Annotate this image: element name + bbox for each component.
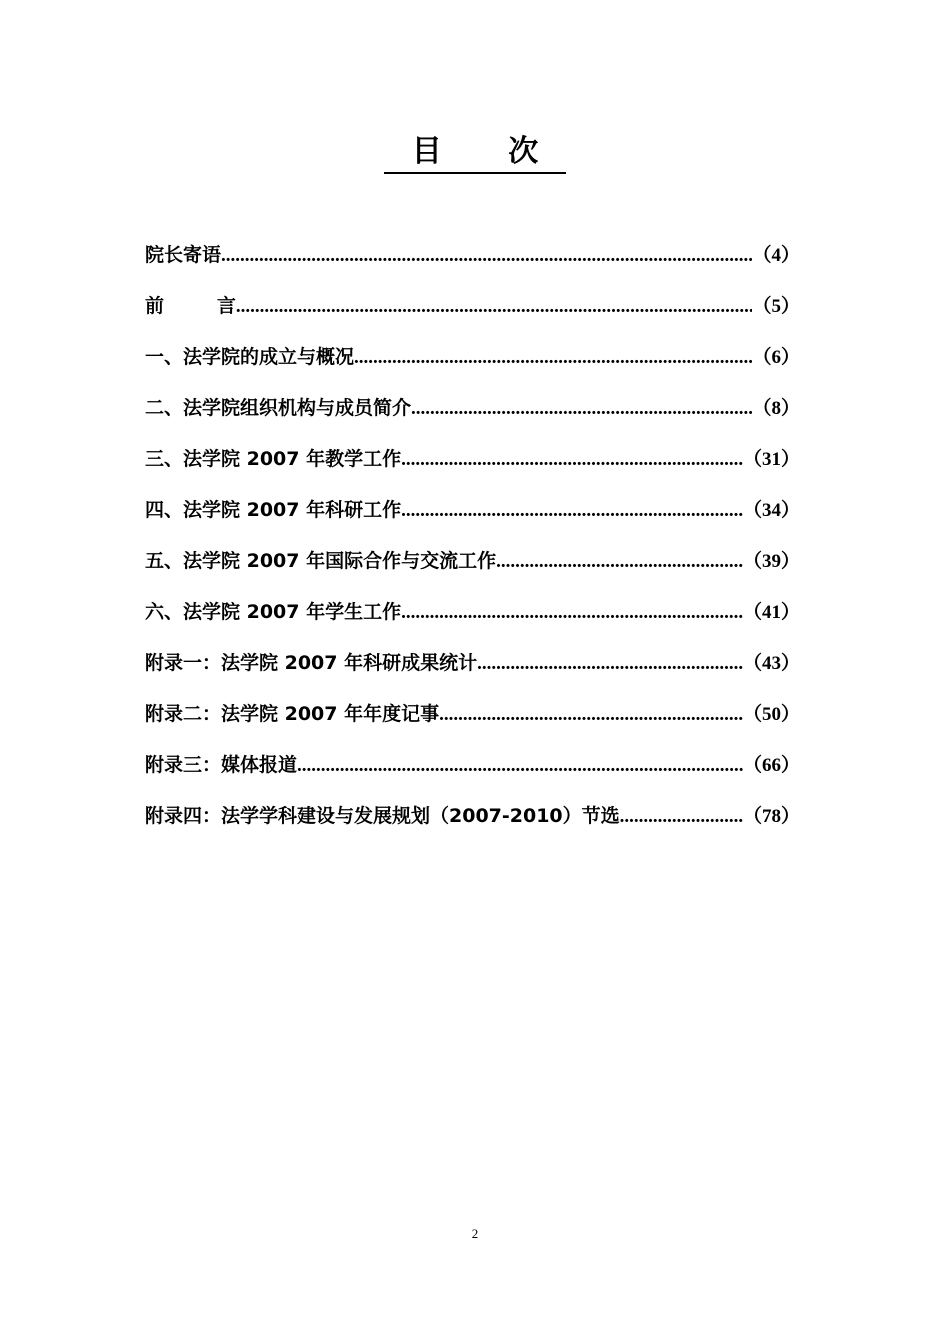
- toc-entry-page: （4）: [752, 245, 800, 266]
- toc-leader-dots: [401, 492, 743, 530]
- toc-leader-dots: [477, 645, 743, 683]
- toc-leader-dots: [221, 237, 752, 275]
- toc-entry-chapter-3[interactable]: [145, 440, 800, 491]
- toc-entry-page: （34）: [742, 500, 800, 521]
- toc-entry-label: 四、法学院 2007 年科研工作: [145, 499, 402, 521]
- toc-leader-dots: [439, 696, 743, 734]
- toc-leader-dots: [620, 798, 743, 836]
- toc-entry-label: 前 言: [145, 295, 236, 317]
- toc-entry-page: （41）: [742, 602, 800, 623]
- toc-entry-appendix-3[interactable]: [145, 746, 800, 797]
- toc-entry-page: （5）: [752, 296, 800, 317]
- toc-entry-label: 附录三：媒体报道: [145, 754, 298, 776]
- toc-leader-dots: [236, 288, 753, 326]
- toc-entry-chapter-6[interactable]: [145, 593, 800, 644]
- toc-entry-label: 六、法学院 2007 年学生工作: [145, 601, 402, 623]
- toc-entry-chapter-4[interactable]: [145, 491, 800, 542]
- title-wrapper: [0, 132, 950, 174]
- toc-leader-dots: [401, 441, 743, 479]
- toc-entry-foreword[interactable]: [145, 236, 800, 287]
- toc-entry-page: （66）: [742, 755, 800, 776]
- toc-entry-appendix-1[interactable]: [145, 644, 800, 695]
- toc-entry-label: 三、法学院 2007 年教学工作: [145, 448, 402, 470]
- toc-leader-dots: [297, 747, 743, 785]
- toc-entry-label: 二、法学院组织机构与成员简介: [145, 397, 412, 419]
- toc-entry-label: 一、法学院的成立与概况: [145, 346, 355, 368]
- toc-entry-page: （50）: [742, 704, 800, 725]
- toc-entry-page: （43）: [742, 653, 800, 674]
- toc-entry-appendix-2[interactable]: [145, 695, 800, 746]
- toc-entry-label: 院长寄语: [145, 244, 222, 266]
- table-of-contents: [145, 236, 800, 848]
- toc-entry-page: （8）: [752, 398, 800, 419]
- toc-entry-page: （31）: [742, 449, 800, 470]
- toc-entry-page: （6）: [752, 347, 800, 368]
- toc-entry-chapter-1[interactable]: [145, 338, 800, 389]
- toc-entry-chapter-5[interactable]: [145, 542, 800, 593]
- toc-leader-dots: [411, 390, 752, 428]
- toc-leader-dots: [496, 543, 743, 581]
- toc-entry-appendix-4[interactable]: [145, 797, 800, 848]
- toc-entry-chapter-2[interactable]: [145, 389, 800, 440]
- toc-entry-page: （78）: [742, 806, 800, 827]
- toc-entry-label: 附录二：法学院 2007 年年度记事: [145, 703, 440, 725]
- page-title: 目 次: [384, 132, 566, 174]
- toc-entry-page: （39）: [742, 551, 800, 572]
- toc-entry-label: 附录一：法学院 2007 年科研成果统计: [145, 652, 478, 674]
- toc-entry-label: 五、法学院 2007 年国际合作与交流工作: [145, 550, 497, 572]
- page-number: 2: [471, 1226, 479, 1241]
- toc-entry-preface[interactable]: [145, 287, 800, 338]
- toc-leader-dots: [401, 594, 743, 632]
- toc-leader-dots: [354, 339, 752, 377]
- toc-entry-label: 附录四：法学学科建设与发展规划（2007-2010）节选: [145, 805, 620, 827]
